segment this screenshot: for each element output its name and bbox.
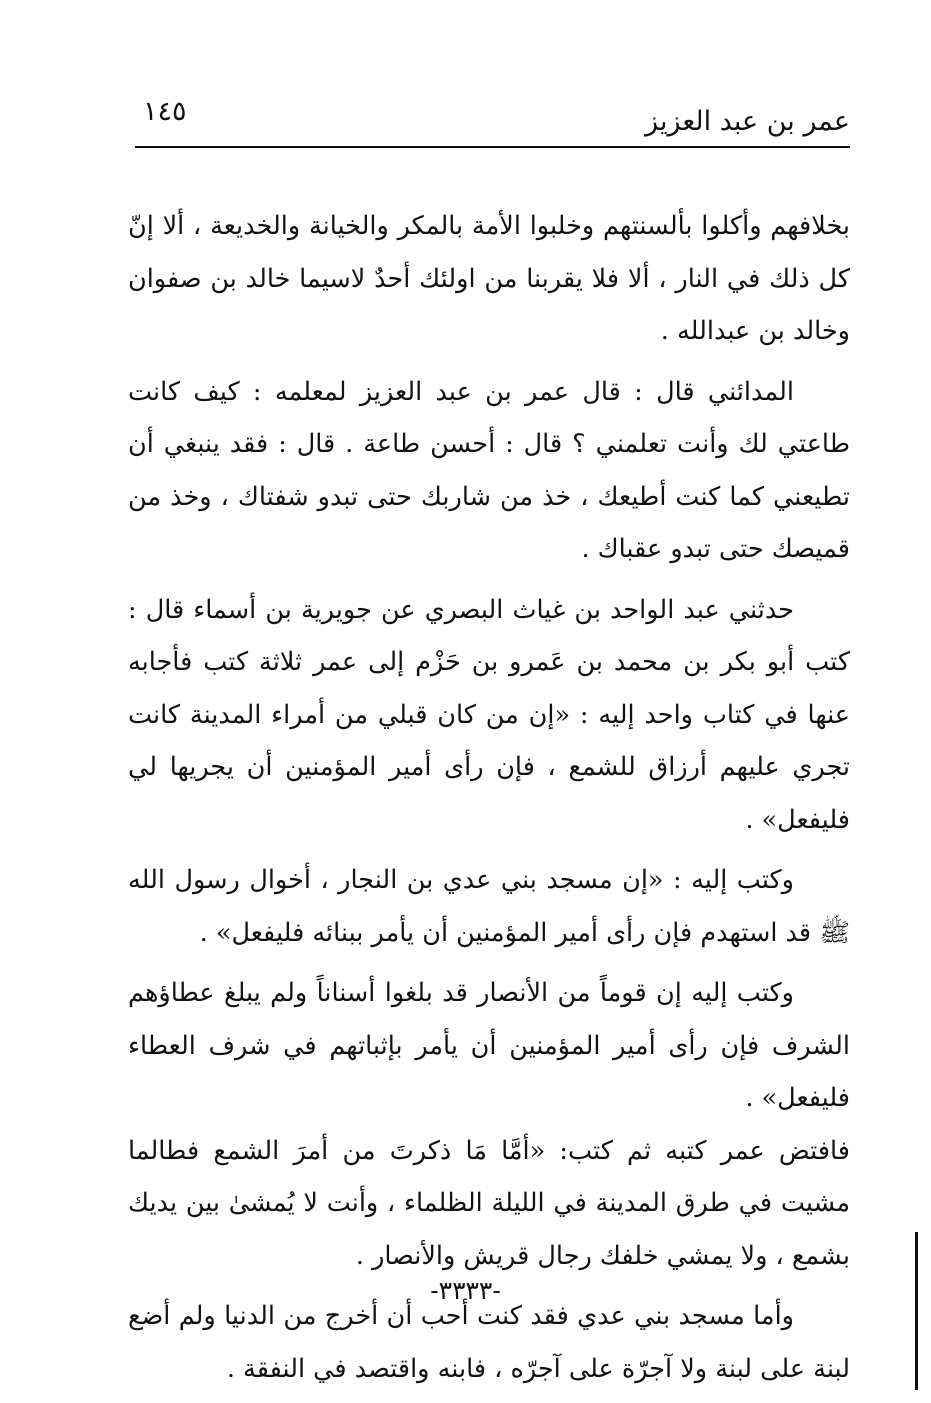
page-footer-code: -٣٣٣٣- xyxy=(430,1276,501,1305)
paragraph-5: وكتب إليه إن قوماً من الأنصار قد بلغوا أسناناً ولم يبلغ عطاؤهم الشرف فإن رأى أمير المؤمنين أن يأمر بإثباتهم في شرف العطاء فليفعل» . xyxy=(128,978,850,1113)
page-body xyxy=(128,200,850,1403)
scan-edge-line xyxy=(915,1232,918,1390)
page-header xyxy=(135,88,850,148)
paragraph-2: المدائني قال : قال عمر بن عبد العزيز لمعلمه : كيف كانت طاعتي لك وأنت تعلمني ؟ قال : أحسن طاعة . قال : فقد ينبغي أن تطيعني كما كنت أطيعك ، خذ من شاربك حتى تبدو شفتاك ، وخذ من قميصك حتى تبدو عقباك . xyxy=(128,376,850,564)
paragraph-3: حدثني عبد الواحد بن غياث البصري عن جويرية بن أسماء قال : كتب أبو بكر بن محمد بن عَمرو بن حَزْم إلى عمر ثلاثة كتب فأجابه عنها في كتاب واحد إليه : «إن من كان قبلي من أمراء المدينة كانت تجري عليهم أرزاق للشمع ، فإن رأى أمير المؤمنين أن يجريها لي فليفعل» . xyxy=(128,594,850,835)
paragraph-6: فافتض عمر كتبه ثم كتب: «أمَّا مَا ذكرتَ من أمرَ الشمع فطالما مشيت في طرق المدينة في الليلة الظلماء ، وأنت لا يُمشىٰ بين يديك بشمع ، ولا يمشي خلفك رجال قريش والأنصار . xyxy=(128,1135,850,1271)
paragraph-4: وكتب إليه : «إن مسجد بني عدي بن النجار ، أخوال رسول الله ﷺ قد استهدم فإن رأى أمير المؤمنين أن يأمر ببنائه فليفعل» . xyxy=(128,865,850,948)
header-rule xyxy=(135,146,850,148)
paragraph-1: بخلافهم وأكلوا بألسنتهم وخلبوا الأمة بالمكر والخيانة والخديعة ، ألا إنّ كل ذلك في النار ، ألا فلا يقربنا من اولئك أحدٌ لاسيما خالد بن صفوان وخالد بن عبدالله . xyxy=(128,211,850,346)
paragraph-7: وأما مسجد بني عدي فقد كنت أحب أن أخرج من الدنيا ولم أضع لبنة على لبنة ولا آجرّة على آجرّه ، فابنه واقتصد في النفقة . xyxy=(128,1301,850,1384)
running-title: عمر بن عبد العزيز xyxy=(645,106,850,137)
page-number: ١٤٥ xyxy=(143,96,187,127)
